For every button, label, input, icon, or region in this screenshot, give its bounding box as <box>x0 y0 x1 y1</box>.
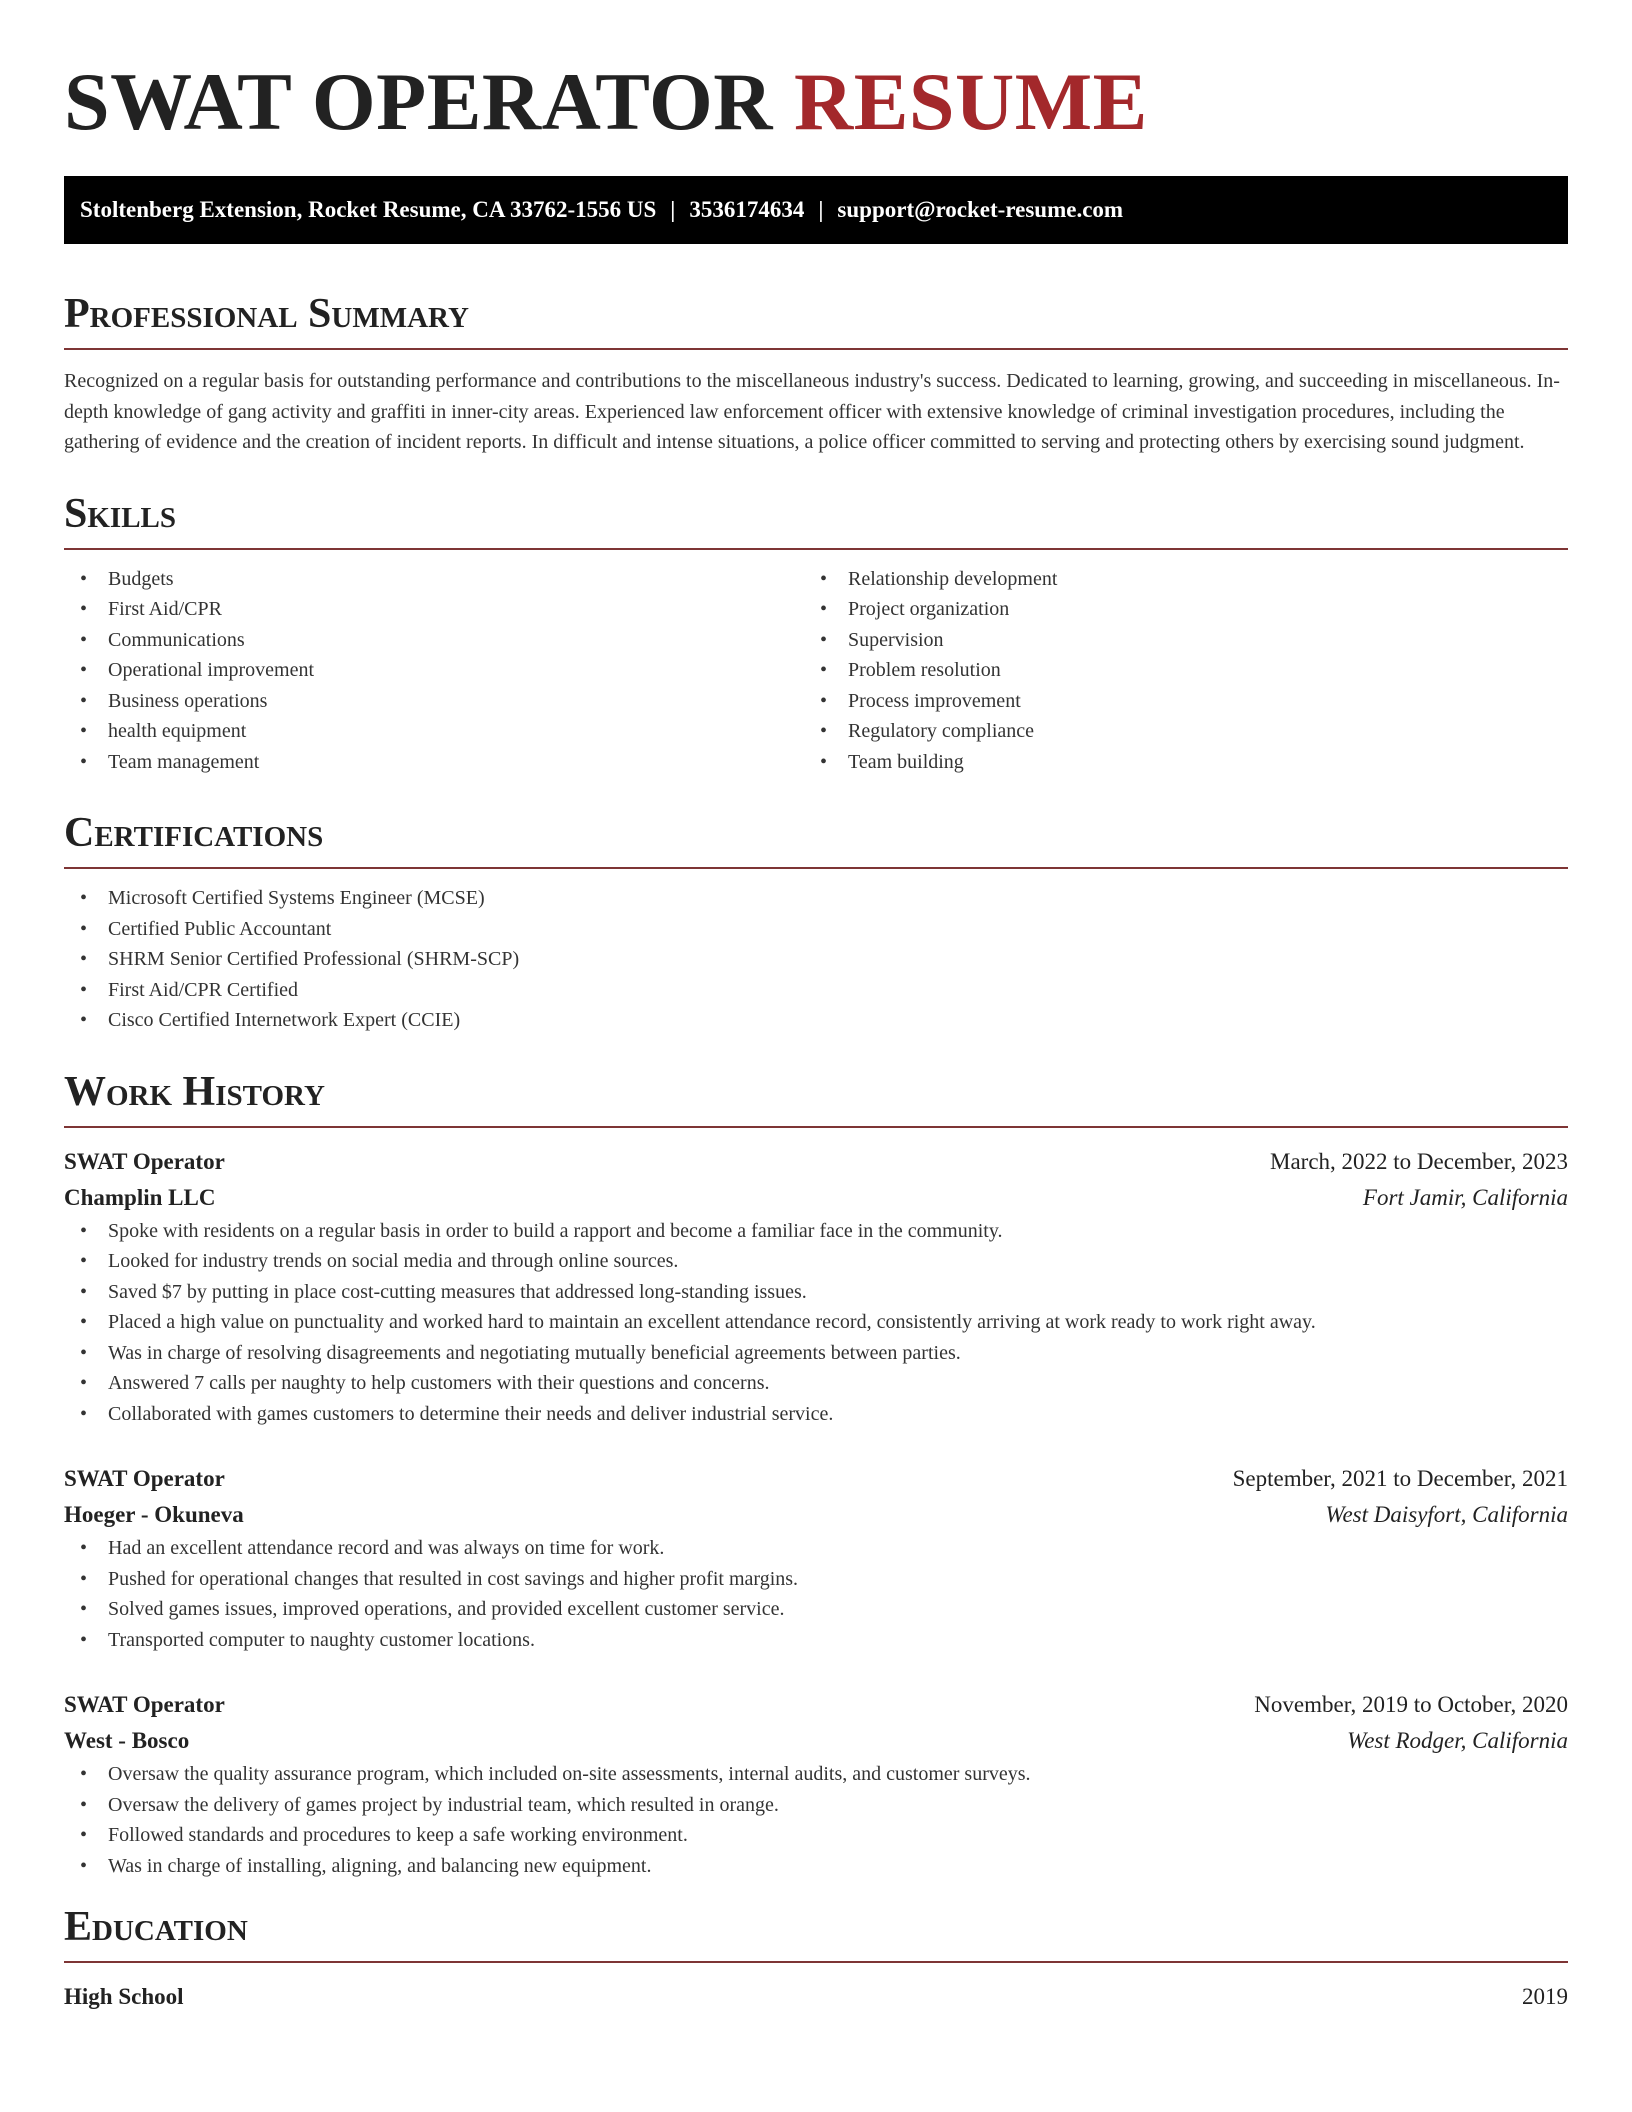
skills-section <box>64 486 1568 778</box>
skill-item: • Supervision <box>804 625 1544 656</box>
work-history-section <box>64 1064 1568 1882</box>
job-dates: September, 2021 to December, 2021 <box>1232 1466 1568 1491</box>
resume-title <box>64 0 1568 146</box>
job-entry <box>64 1687 1568 1881</box>
certification-item: • Cisco Certified Internetwork Expert (CCIE) <box>64 1005 1568 1036</box>
title-accent: RESUME <box>794 56 1148 147</box>
skills-list-left <box>64 564 804 778</box>
skills-list-right <box>804 564 1544 778</box>
job-bullet: • Had an excellent attendance record and was always on time for work. <box>64 1533 1568 1564</box>
skill-item: • First Aid/CPR <box>64 594 804 625</box>
job-bullet: • Looked for industry trends on social media and through online sources. <box>64 1246 1568 1277</box>
job-bullet: • Solved games issues, improved operations, and provided excellent customer service. <box>64 1594 1568 1625</box>
job-company-row <box>64 1180 1568 1216</box>
summary-heading: Professional Summary <box>64 291 469 337</box>
job-title: SWAT Operator <box>64 1148 225 1174</box>
job-bullets <box>64 1216 1568 1430</box>
title-main: SWAT OPERATOR <box>64 56 773 147</box>
section-divider <box>64 548 1568 550</box>
job-location: West Rodger, California <box>1347 1728 1568 1753</box>
skills-heading: Skills <box>64 490 177 537</box>
job-header-row <box>64 1687 1568 1723</box>
skill-item: • health equipment <box>64 716 804 747</box>
job-entry <box>64 1144 1568 1430</box>
job-bullet: • Collaborated with games customers to determine their needs and deliver industrial service. <box>64 1399 1568 1430</box>
skill-item: • Regulatory compliance <box>804 716 1544 747</box>
job-company: West - Bosco <box>64 1728 190 1753</box>
education-year: 2019 <box>1522 1984 1568 2009</box>
job-location: Fort Jamir, California <box>1362 1184 1568 1210</box>
job-bullet: • Transported computer to naughty customer locations. <box>64 1625 1568 1656</box>
job-bullets <box>64 1533 1568 1655</box>
skills-column-right <box>804 564 1544 778</box>
job-location: West Daisyfort, California <box>1325 1502 1568 1527</box>
job-header-row <box>64 1144 1568 1180</box>
skill-item: • Project organization <box>804 594 1544 625</box>
contact-email: support@rocket-resume.com <box>837 197 1124 222</box>
section-divider <box>64 867 1568 869</box>
contact-address: Stoltenberg Extension, Rocket Resume, CA 33762-1556 US <box>80 197 657 222</box>
skill-item: • Communications <box>64 625 804 656</box>
job-dates: November, 2019 to October, 2020 <box>1254 1692 1568 1717</box>
job-title: SWAT Operator <box>64 1692 225 1717</box>
contact-phone: 3536174634 <box>689 197 805 222</box>
skill-item: • Team management <box>64 747 804 778</box>
job-bullet: • Spoke with residents on a regular basis in order to build a rapport and become a familiar face in the community. <box>64 1216 1568 1247</box>
job-bullet: • Saved $7 by putting in place cost-cutting measures that addressed long-standing issues. <box>64 1277 1568 1308</box>
skill-item: • Problem resolution <box>804 655 1544 686</box>
job-bullet: • Pushed for operational changes that resulted in cost savings and higher profit margins. <box>64 1564 1568 1595</box>
job-bullets <box>64 1759 1568 1881</box>
job-bullet: • Answered 7 calls per naughty to help customers with their questions and concerns. <box>64 1368 1568 1399</box>
job-dates: March, 2022 to December, 2023 <box>1270 1148 1568 1174</box>
section-divider <box>64 348 1568 350</box>
education-heading: Education <box>64 1904 248 1950</box>
skill-item: • Business operations <box>64 686 804 717</box>
skill-item: • Relationship development <box>804 564 1544 595</box>
job-entry <box>64 1461 1568 1655</box>
job-bullet: • Was in charge of installing, aligning, and balancing new equipment. <box>64 1851 1568 1882</box>
contact-bar <box>64 176 1568 244</box>
job-company: Champlin LLC <box>64 1184 216 1210</box>
section-divider <box>64 1126 1568 1128</box>
certification-item: • SHRM Senior Certified Professional (SHRM-SCP) <box>64 944 1568 975</box>
job-title: SWAT Operator <box>64 1466 225 1491</box>
job-bullet: • Was in charge of resolving disagreements and negotiating mutually beneficial agreements between parties. <box>64 1338 1568 1369</box>
skill-item: • Budgets <box>64 564 804 595</box>
certification-item: • Microsoft Certified Systems Engineer (MCSE) <box>64 883 1568 914</box>
summary-text: Recognized on a regular basis for outstanding performance and contributions to the miscellaneous industry's success. Dedicated to learning, growing, and succeeding in miscellaneous. In-depth knowledge of gang activity and graffiti in inner-city areas. Experienced law enforcement officer with extensive knowledge of criminal investigation procedures, including the gathering of evidence and the creation of incident reports. In difficult and intense situations, a police officer committed to serving and protecting others by exercising sound judgment. <box>64 370 1560 453</box>
job-company-row <box>64 1723 1568 1759</box>
certifications-list <box>64 883 1568 1036</box>
education-row <box>64 1979 1568 2015</box>
education-degree: High School <box>64 1984 184 2009</box>
job-bullet: • Oversaw the delivery of games project by industrial team, which resulted in orange. <box>64 1790 1568 1821</box>
certification-item: • First Aid/CPR Certified <box>64 975 1568 1006</box>
work-history-heading: Work History <box>64 1068 325 1115</box>
job-bullet: • Placed a high value on punctuality and worked hard to maintain an excellent attendance record, consistently arriving at work ready to work right away. <box>64 1307 1568 1338</box>
job-header-row <box>64 1461 1568 1497</box>
section-divider <box>64 1961 1568 1963</box>
contact-separator: | <box>670 197 676 222</box>
contact-separator: | <box>818 197 824 222</box>
skills-columns <box>64 564 1568 778</box>
certifications-section <box>64 805 1568 1036</box>
job-bullet: • Followed standards and procedures to keep a safe working environment. <box>64 1820 1568 1851</box>
certifications-heading: Certifications <box>64 810 324 856</box>
education-section <box>64 1899 1568 2015</box>
job-company: Hoeger - Okuneva <box>64 1502 244 1527</box>
job-bullet: • Oversaw the quality assurance program, which included on-site assessments, internal audits, and customer surveys. <box>64 1759 1568 1790</box>
job-company-row <box>64 1497 1568 1533</box>
skills-column-left <box>64 564 804 778</box>
skill-item: • Operational improvement <box>64 655 804 686</box>
summary-section <box>64 286 1568 458</box>
skill-item: • Process improvement <box>804 686 1544 717</box>
certification-item: • Certified Public Accountant <box>64 914 1568 945</box>
skill-item: • Team building <box>804 747 1544 778</box>
